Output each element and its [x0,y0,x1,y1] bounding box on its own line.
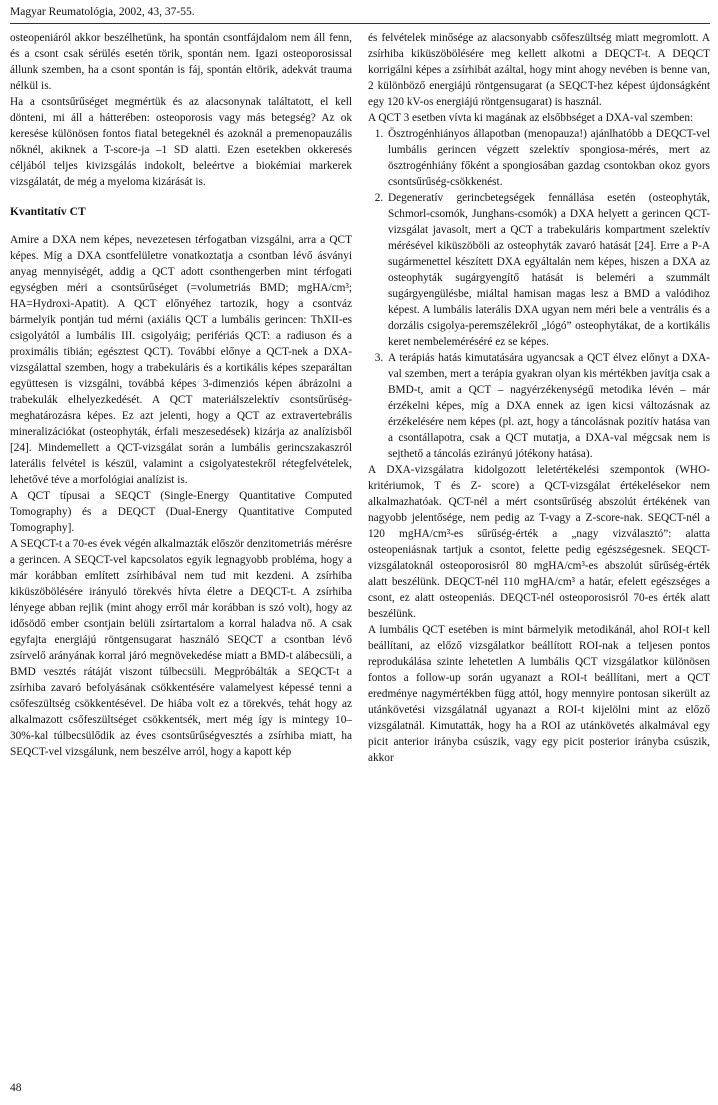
paragraph: A lumbális QCT esetében is mint bármelyik metodikánál, ahol ROI-t kell beállítani, az előző vizsgálatkor beállított ROI-nak a teljesen pontos reprodukálása szinte lehetetlen A lumbális QCT vizsgálatkor különösen fontos a follow-up során ugyanazt a ROI-t beállítani, mert a QCT eredménye nagymértékben függ attól, hogy mennyire pontosan sikerült az utánkövetési vizsgálatnál ugyanazt a ROI-t kijelölni mint az előző vizsgálatnál. Kimutatták, hogy ha a ROI az utánkövetés alkalmával egy picit anterior irányba csúszik, vagy egy picit posterior irányba csúszik, akkor [368,624,710,764]
list-item: 2. Degeneratív gerincbetegségek fennállása esetén (osteophyták, Schmorl-csomók, Junghans-csomók) a DXA helyett a gerincen QCT-vizsgálat javasolt, mert a QCT a trabekuláris kompartment szelektív mérésével kiküszöböli az osteophyták zavaró hatását [24]. Erre a P-A sugármenettel készített DXA egyáltalán nem képes, hiszen a DXA az osteophyták sugárgyengítő hatását is beleméri a szummált sugárgyengülésbe, miáltal hamisan magas lesz a BMD a valódihoz képest. A lumbális laterális DXA ugyan nem méri bele a ventrális és a dorzális csigolya-peremszélekről „lógó” osteophytákat, de a kortikális keret nembeleméréséré ez se képes. [386,190,710,350]
paragraph: A QCT 3 esetben vívta ki magának az elsőbbséget a DXA-val szemben: [368,112,694,124]
paragraph: Amire a DXA nem képes, nevezetesen térfogatban vizsgálni, arra a QCT képes. Míg a DXA csontfelületre vonatkoztatja a csontban lévő ásványi anyag mennyiségét, addig a QCT adott csonthengerben mint térfogati egységben méri a csontsűrűséget (=volumetriás BMD; mgHA/cm³; HA=Hydroxi-Apatit). A QCT előnyéhez tartozik, hogy a csontváz bármelyik pontján tud mérni (axiális QCT a lumbális gerincen: ThXII-es csigolyától a lumbális III. csigolyáig; perifériás QCT: a radiuson és a proximális tibián; egésztest QCT). További előnye a QCT-nek a DXA-vizsgálattal szemben, hogy a trabekuláris és a kortikális képes szeparáltan együttesen is vizsgálni, továbbá képes 3-dimenziós képen ábrázolni a trabekulák elhelyezkedését. A QCT materiálszelektív csontsűrűség-meghatározásra képes. Ez azt jelenti, hogy a QCT az extravertebrális mineralizációkat (osteophyták, érfali meszesedések) kizárja az analízisből [24]. Mindemellett a QCT-vizsgálat során a lumbális gerincszakaszról laterális felvétel is készül, valamint a csigolyatestekről rétegfelvételek, lehetővé téve a morfológiai analízist is. [10,234,352,486]
paragraph: Ha a csontsűrűséget megmértük és az alacsonynak találtatott, el kell dönteni, mi áll a hátterében: osteoporosis vagy más betegség? Az ok keresése különösen fontos fiatal betegeknél és azoknál a premenopauzális nőknél, akiknek a T-score-ja –1 SD alatti. Ezen esetekben okkeresés céljából teljes kivizsgálás indokolt, beleértve a biokémiai markerek vizsgálatát, de még a myeloma kizárását is. [10,96,352,188]
left-column [10,30,352,760]
numbered-list [368,126,710,462]
right-column [368,30,710,766]
journal-header: Magyar Reumatológia, 2002, 43, 37-55. [10,6,195,18]
list-item: 3. A terápiás hatás kimutatására ugyancsak a QCT élvez előnyt a DXA-val szemben, mert a terápia gyakran olyan kis mértékben javítja csak a BMD-t, amit a QCT – nagyérzékenységű metodika lévén – már érzékelni képes, míg a DXA ennek az igen kicsi változásnak az érzékelésére nem képes (pl. azt, hogy a táncolásnak pozitív hatása van a csontállapotra, csak a QCT mutatja, a DXA-val mégcsak nem is sejthető a táncolás ezirányú jótékony hatása). [386,350,710,462]
paragraph: A DXA-vizsgálatra kidolgozott leletértékelési szempontok (WHO-kritériumok, T és Z- score) a QCT-vizsgálat értékelésekor nem alkalmazhatóak. QCT-nél a mért csontsűrűség abszolút értékének van nagyobb jelentősége, nem pedig az T-vagy a Z-score-nak. SEQCT-nél a 120 mgHA/cm³-es sűrűség-érték a „nagy vizválasztó”: alatta osteopeniásnak tartjuk a csontot, felette pedig egészségesnek. SEQCT-vizsgálatoknál osteoporosisról 80 mgHA/cm³-es abszolút sűrűség-érték alatt beszélünk. DEQCT-nél 110 mgHA/cm³ a határ, efelett egészséges a csont, ez alatt osteopeniás. DEQCT-nél osteoporosisról 70-es érték alatt beszélünk. [368,464,710,620]
page-number: 48 [10,1082,22,1094]
section-heading: Kvantitatív CT [10,205,86,218]
paragraph: A QCT típusai a SEQCT (Single-Energy Quantitative Computed Tomography) és a DEQCT (Dual-Energy Quantitative Computed Tomography]. [10,490,352,534]
paragraph: és felvételek minősége az alacsonyabb csőfeszültség miatt megromlott. A zsírhiba kiküszöbölésére meg kellett alkotni a DEQCT-t. A DEQCT korrigálni képes a zsírhibát azáltal, hogy mint ahogy nevében is benne van, 2 különböző energiájú röntgensugarat (a SEQCT-hez képest újdonságként egy 120 kV-os energiájú röntgensugarat) is használ. [368,32,710,108]
list-item: 1. Ösztrogénhiányos állapotban (menopauza!) ajánlhatóbb a DEQCT-vel lumbális gerincen végzett szelektív spongiosa-mérés, mert az ösztrogénhiány főként a spongiosában gazdag csontokban okoz gyors csontsűrűség-csökkenést. [386,126,710,190]
header-rule [10,23,710,24]
paragraph: A SEQCT-t a 70-es évek végén alkalmazták először denzitometriás mérésre a gerincen. A SEQCT-vel kapcsolatos egyik legnagyobb probléma, hogy a már korábban említett zsírhibával nem tud mit kezdeni. A zsírhiba kiküszöbölésére irányuló törekvés hívta életre a DEQCT-t. A zsírhiba lényege abban rejlik (mint ahogy erről már korábban is szó volt), hogy az idősödő ember csontjain belüli zsírtartalom a korral haladva nő. A csak egyfajta energiájú röntgensugarat használó SEQCT a csontban lévő zsírvelő arányának korral járó megnövekedése miatt a BMD-t alábecsüli, a BMD vesztés rátáját viszont túlbecsüli. Megpróbálták a SEQCT-t a zsírhiba zavaró befolyásának csökkentésére valamelyest képessé tenni a csőfeszültség csökkentésével. De hiába volt ez a törekvés, tehát hogy az alkalmazott csőfeszültséget csökkentsék, mert még így is mintegy 10–30%-kal túlbecsülődik az éves csontsűrűségvesztés a zsírhiba miatt, ha SEQCT-vel vizsgálunk, nem beszélve arról, hogy a kapott kép [10,538,352,758]
paragraph: osteopeniáról akkor beszélhetünk, ha spontán csontfájdalom nem áll fenn, és a csont csak sérülés esetén törik, spontán nem. Igazi osteoporosissal állunk szemben, ha a csont spontán is fáj, spontán eltörik, adekvát trauma nélkül is. [10,32,352,92]
